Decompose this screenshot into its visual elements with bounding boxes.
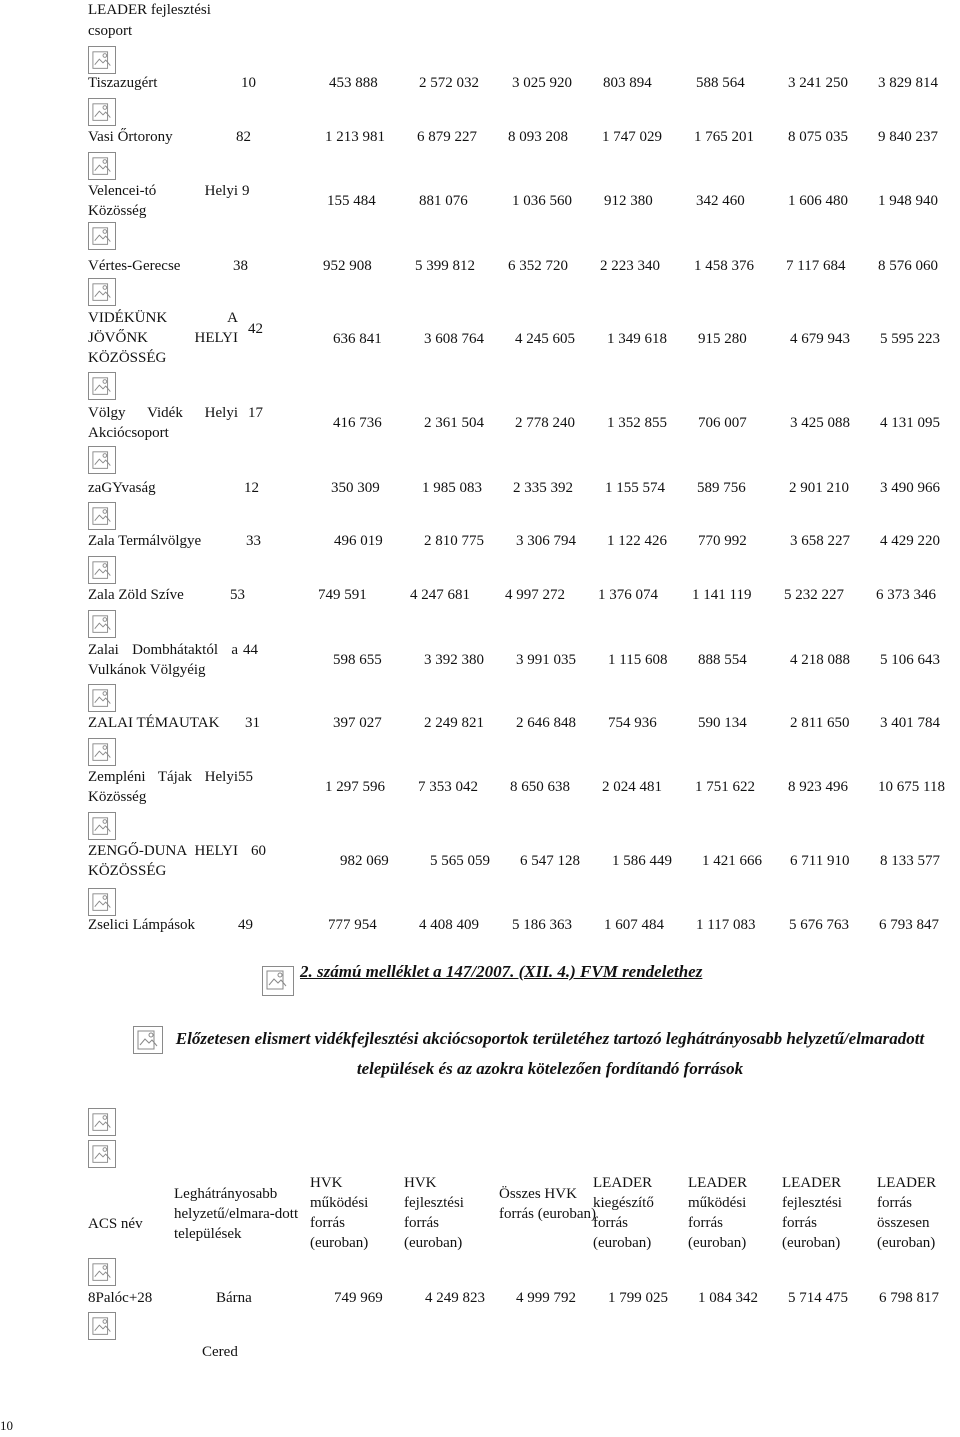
row-name: Zalai Dombhátaktól a Vulkánok Völgyéig (88, 642, 238, 678)
row-value: 4 247 681 (410, 587, 470, 603)
row-value: 453 888 (329, 75, 378, 91)
row-value: 2 778 240 (515, 415, 575, 431)
row-value: 2 646 848 (516, 715, 576, 731)
header-settlements: Leghátrányosabb helyzetű/elmara-dott települések (174, 1186, 299, 1242)
row-value: 350 309 (331, 480, 380, 496)
row-value: 3 425 088 (790, 415, 850, 431)
row-count: 55 (238, 769, 253, 785)
row-value: 2 024 481 (602, 779, 662, 795)
header-leader-osszesen: LEADER forrás összesen (euroban) (877, 1175, 937, 1251)
row-value: 636 841 (333, 331, 382, 347)
row-name: Tiszazugért (88, 75, 158, 91)
image-placeholder-icon (88, 556, 116, 584)
row-value: 1 747 029 (602, 129, 662, 145)
row-value: 6 711 910 (790, 853, 850, 869)
table2-value: 4 249 823 (425, 1290, 485, 1306)
row-value: 1 586 449 (612, 853, 672, 869)
row-value: 10 675 118 (878, 779, 945, 795)
group-label: LEADER fejlesztési csoport (88, 2, 211, 39)
row-value: 3 241 250 (788, 75, 848, 91)
table2-acs: 8Palóc+28 (88, 1290, 153, 1306)
row-value: 416 736 (333, 415, 382, 431)
image-placeholder-icon (88, 46, 116, 74)
row-value: 9 840 237 (878, 129, 938, 145)
row-value: 5 232 227 (784, 587, 844, 603)
image-placeholder-icon (88, 1108, 116, 1136)
row-value: 4 429 220 (880, 533, 940, 549)
row-value: 1 985 083 (422, 480, 482, 496)
page-number: 10 (0, 1418, 13, 1433)
row-value: 1 765 201 (694, 129, 754, 145)
header-leader-fejlesztesi: LEADER fejlesztési forrás (euroban) (782, 1175, 842, 1251)
table2-value: 5 714 475 (788, 1290, 848, 1306)
header-hvk-fejlesztesi: HVK fejlesztési forrás (euroban) (404, 1175, 464, 1251)
row-name: Velencei-tó Helyi Közösség (88, 183, 238, 219)
image-placeholder-icon (88, 1140, 116, 1168)
row-value: 2 901 210 (789, 480, 849, 496)
row-count: 38 (233, 258, 248, 274)
table2-value: 749 969 (334, 1290, 383, 1306)
row-value: 4 408 409 (419, 917, 479, 933)
row-value: 8 923 496 (788, 779, 848, 795)
row-value: 8 576 060 (878, 258, 938, 274)
row-name: Zempléni Tájak Helyi Közösség (88, 769, 238, 805)
header-leader-mukodesi: LEADER működési forrás (euroban) (688, 1175, 748, 1251)
row-value: 6 879 227 (417, 129, 477, 145)
row-value: 4 218 088 (790, 652, 850, 668)
row-value: 777 954 (328, 917, 377, 933)
row-value: 3 829 814 (878, 75, 938, 91)
row-value: 1 115 608 (608, 652, 668, 668)
image-placeholder-icon (88, 446, 116, 474)
annex-title: 2. számú melléklet a 147/2007. (XII. 4.) FVM rendelethez (300, 962, 703, 981)
row-count: 10 (241, 75, 256, 91)
row-value: 6 547 128 (520, 853, 580, 869)
row-value: 589 756 (697, 480, 746, 496)
table2-value: 1 799 025 (608, 1290, 668, 1306)
row-value: 3 608 764 (424, 331, 484, 347)
row-value: 770 992 (698, 533, 747, 549)
image-placeholder-icon (88, 278, 116, 306)
row-value: 397 027 (333, 715, 382, 731)
row-value: 8 093 208 (508, 129, 568, 145)
row-value: 5 565 059 (430, 853, 490, 869)
row-value: 8 075 035 (788, 129, 848, 145)
row-value: 1 155 574 (605, 480, 665, 496)
row-value: 1 141 119 (692, 587, 752, 603)
row-value: 3 401 784 (880, 715, 940, 731)
table2-value: 6 798 817 (879, 1290, 939, 1306)
image-placeholder-icon (262, 966, 294, 996)
row-value: 4 245 605 (515, 331, 575, 347)
row-value: 5 106 643 (880, 652, 940, 668)
row-count: 9 (242, 183, 250, 199)
row-value: 2 811 650 (790, 715, 850, 731)
row-value: 2 361 504 (424, 415, 484, 431)
row-value: 1 607 484 (604, 917, 664, 933)
row-value: 6 793 847 (879, 917, 939, 933)
row-name: ZALAI TÉMAUTAK (88, 715, 220, 731)
row-value: 2 223 340 (600, 258, 660, 274)
row-count: 17 (248, 405, 263, 421)
table2-value: 4 999 792 (516, 1290, 576, 1306)
row-value: 706 007 (698, 415, 747, 431)
image-placeholder-icon (88, 1312, 116, 1340)
row-value: 3 392 380 (424, 652, 484, 668)
row-value: 749 591 (318, 587, 367, 603)
row-value: 1 376 074 (598, 587, 658, 603)
row-value: 2 249 821 (424, 715, 484, 731)
row-value: 8 650 638 (510, 779, 570, 795)
image-placeholder-icon (88, 888, 116, 916)
row-value: 6 373 346 (876, 587, 936, 603)
header-acs-name: ACS név (88, 1216, 143, 1232)
row-value: 1 458 376 (694, 258, 754, 274)
image-placeholder-icon (88, 610, 116, 638)
image-placeholder-icon (88, 1258, 116, 1286)
row-value: 5 186 363 (512, 917, 572, 933)
row-value: 598 655 (333, 652, 382, 668)
image-placeholder-icon (88, 222, 116, 250)
row-value: 8 133 577 (880, 853, 940, 869)
row-value: 2 335 392 (513, 480, 573, 496)
row-name: Zala Termálvölgye (88, 533, 202, 549)
row-name: Vértes-Gerecse (88, 258, 181, 274)
row-value: 3 658 227 (790, 533, 850, 549)
row-name: ZENGŐ-DUNA HELYI KÖZÖSSÉG (88, 843, 238, 879)
image-placeholder-icon (88, 372, 116, 400)
row-value: 4 131 095 (880, 415, 940, 431)
row-value: 7 117 684 (786, 258, 846, 274)
image-placeholder-icon (88, 98, 116, 126)
row-value: 5 595 223 (880, 331, 940, 347)
row-value: 1 297 596 (325, 779, 385, 795)
row-value: 2 572 032 (419, 75, 479, 91)
row-value: 1 421 666 (702, 853, 762, 869)
row-value: 3 490 966 (880, 480, 940, 496)
row-name: Völgy Vidék Helyi Akciócsoport (88, 405, 238, 441)
row-name: Zselici Lámpások (88, 917, 196, 933)
row-value: 1 117 083 (696, 917, 756, 933)
row-count: 33 (246, 533, 261, 549)
row-value: 1 213 981 (325, 129, 385, 145)
header-osszes-hvk: Összes HVK forrás (euroban) (499, 1186, 597, 1222)
row-name: VIDÉKÜNK A JÖVŐNK HELYI KÖZÖSSÉG (88, 310, 238, 366)
row-value: 4 997 272 (505, 587, 565, 603)
table2-value: 1 084 342 (698, 1290, 758, 1306)
row-value: 3 306 794 (516, 533, 576, 549)
image-placeholder-icon (133, 1026, 163, 1054)
header-leader-kiegeszito: LEADER kiegészítő forrás (euroban) (593, 1175, 654, 1251)
row-value: 982 069 (340, 853, 389, 869)
row-value: 754 936 (608, 715, 657, 731)
row-count: 53 (230, 587, 245, 603)
row-value: 342 460 (696, 193, 745, 209)
row-value: 952 908 (323, 258, 372, 274)
row-value: 881 076 (419, 193, 468, 209)
row-count: 44 (243, 642, 258, 658)
row-value: 915 280 (698, 331, 747, 347)
row-value: 590 134 (698, 715, 747, 731)
row-name: Zala Zöld Szíve (88, 587, 184, 603)
row-value: 5 676 763 (789, 917, 849, 933)
row-value: 155 484 (327, 193, 376, 209)
annex-subtitle: Előzetesen elismert vidékfejlesztési akciócsoportok területéhez tartozó leghátrányosabb helyzetű/elmaradott települések és az azokra kötelezően fordítandó források (175, 1029, 925, 1078)
header-hvk-mukodesi: HVK működési forrás (euroban) (310, 1175, 369, 1251)
row-value: 1 606 480 (788, 193, 848, 209)
image-placeholder-icon (88, 502, 116, 530)
row-value: 5 399 812 (415, 258, 475, 274)
row-count: 12 (244, 480, 259, 496)
row-count: 60 (251, 843, 266, 859)
row-value: 803 894 (603, 75, 652, 91)
row-value: 7 353 042 (418, 779, 478, 795)
row-name: zaGYvaság (88, 480, 156, 496)
row-value: 2 810 775 (424, 533, 484, 549)
image-placeholder-icon (88, 812, 116, 840)
row-count: 31 (245, 715, 260, 731)
row-value: 1 948 940 (878, 193, 938, 209)
row-value: 3 991 035 (516, 652, 576, 668)
row-count: 82 (236, 129, 251, 145)
row-value: 4 679 943 (790, 331, 850, 347)
row-count: 49 (238, 917, 253, 933)
image-placeholder-icon (88, 152, 116, 180)
image-placeholder-icon (88, 738, 116, 766)
row-value: 1 751 622 (695, 779, 755, 795)
row-value: 3 025 920 (512, 75, 572, 91)
image-placeholder-icon (88, 684, 116, 712)
row-value: 888 554 (698, 652, 747, 668)
table2-settlement: Bárna (216, 1290, 252, 1306)
row-name: Vasi Őrtorony (88, 129, 173, 145)
row-value: 588 564 (696, 75, 745, 91)
row-value: 6 352 720 (508, 258, 568, 274)
row-value: 1 122 426 (607, 533, 667, 549)
row-value: 1 036 560 (512, 193, 572, 209)
row-value: 496 019 (334, 533, 383, 549)
row-value: 1 352 855 (607, 415, 667, 431)
table2-extra-settlement: Cered (202, 1344, 238, 1360)
row-value: 912 380 (604, 193, 653, 209)
row-count: 42 (248, 321, 263, 337)
row-value: 1 349 618 (607, 331, 667, 347)
